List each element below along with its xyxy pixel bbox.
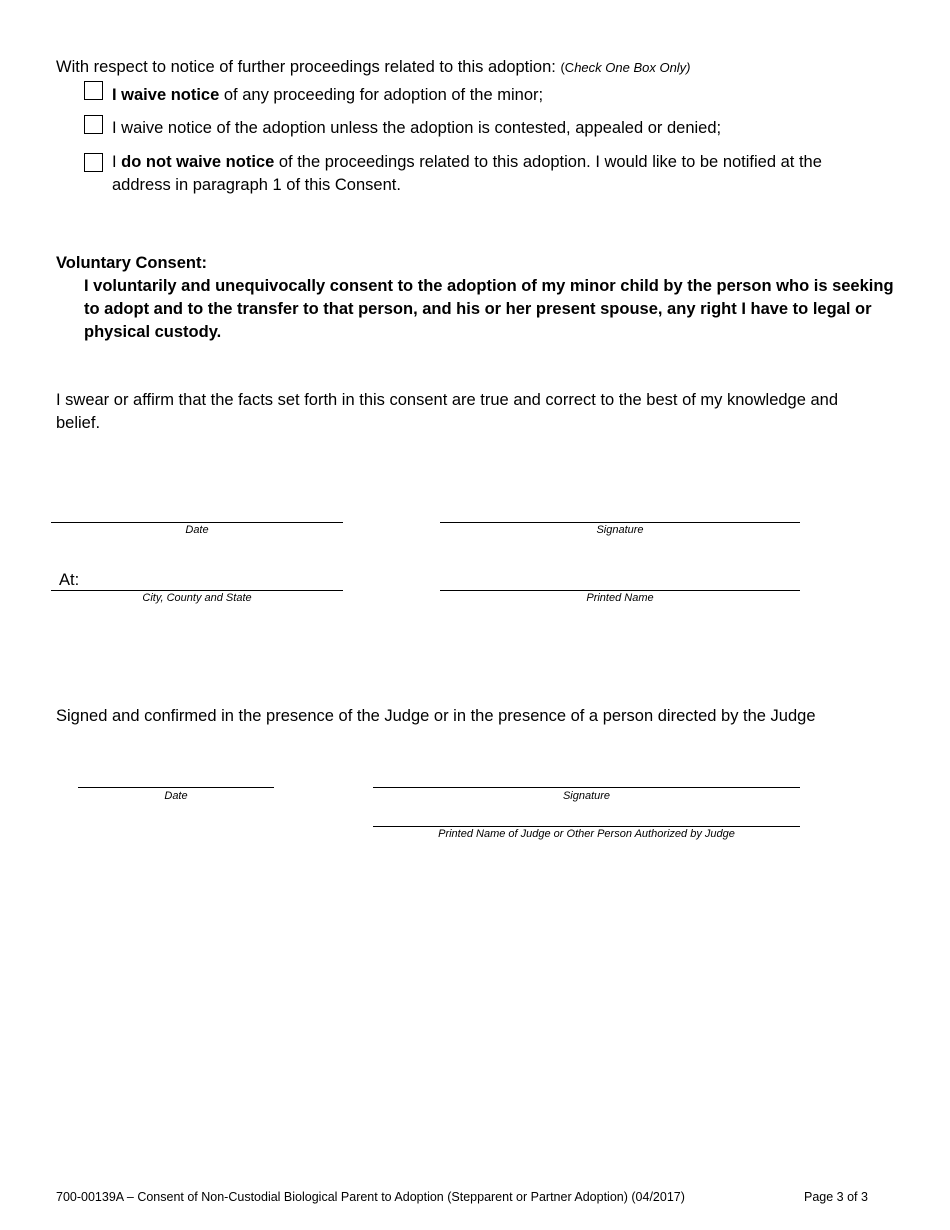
judge-date-line[interactable] bbox=[78, 787, 274, 788]
do-not-waive-notice-checkbox[interactable] bbox=[84, 153, 103, 172]
notice-intro-text: With respect to notice of further proceedings related to this adoption: bbox=[56, 58, 556, 76]
swear-affirm-statement: I swear or affirm that the facts set forth in this consent are true and correct to the best of my knowledge and belief. bbox=[56, 391, 839, 432]
judge-printed-name-line[interactable] bbox=[373, 826, 800, 827]
footer-form-id: 700-00139A – Consent of Non-Custodial Biological Parent to Adoption (Stepparent or Partner Adoption) (04/2017) bbox=[56, 1190, 685, 1204]
signature-line[interactable] bbox=[440, 522, 800, 523]
footer-page-number: Page 3 of 3 bbox=[804, 1190, 868, 1204]
location-line[interactable] bbox=[51, 590, 343, 591]
judge-statement: Signed and confirmed in the presence of the Judge or in the presence of a person directed by the Judge bbox=[56, 707, 816, 725]
voluntary-consent-text: I voluntarily and unequivocally consent to the adoption of my minor child by the person who is seeking to adopt and to the transfer to that person, and his or her present spouse, any right I have to legal or physical custody. bbox=[84, 277, 894, 341]
waive-notice-checkbox[interactable] bbox=[84, 81, 103, 100]
notice-intro bbox=[56, 56, 691, 79]
signature-label: Signature bbox=[596, 524, 644, 536]
printed-name-label: Printed Name bbox=[586, 592, 654, 604]
at-label: At: bbox=[59, 571, 80, 589]
judge-date-label: Date bbox=[164, 790, 188, 802]
voluntary-consent-heading: Voluntary Consent: bbox=[56, 254, 207, 272]
check-note: (Check One Box Only) bbox=[560, 60, 691, 75]
waive-notice-option: I waive notice of any proceeding for adoption of the minor; bbox=[112, 86, 544, 104]
judge-signature-line[interactable] bbox=[373, 787, 800, 788]
judge-signature-label: Signature bbox=[562, 790, 611, 802]
do-not-waive-notice-option: I do not waive notice of the proceedings related to this adoption. I would like to be notified at the address in paragraph 1 of this Consent. bbox=[112, 153, 822, 194]
printed-name-line[interactable] bbox=[440, 590, 800, 591]
date-label: Date bbox=[185, 524, 209, 536]
location-label: City, County and State bbox=[142, 592, 252, 604]
waive-unless-contested-checkbox[interactable] bbox=[84, 115, 103, 134]
judge-printed-name-label: Printed Name of Judge or Other Person Authorized by Judge bbox=[438, 828, 735, 840]
waive-unless-contested-option: I waive notice of the adoption unless the adoption is contested, appealed or denied; bbox=[112, 119, 722, 137]
date-line[interactable] bbox=[51, 522, 343, 523]
